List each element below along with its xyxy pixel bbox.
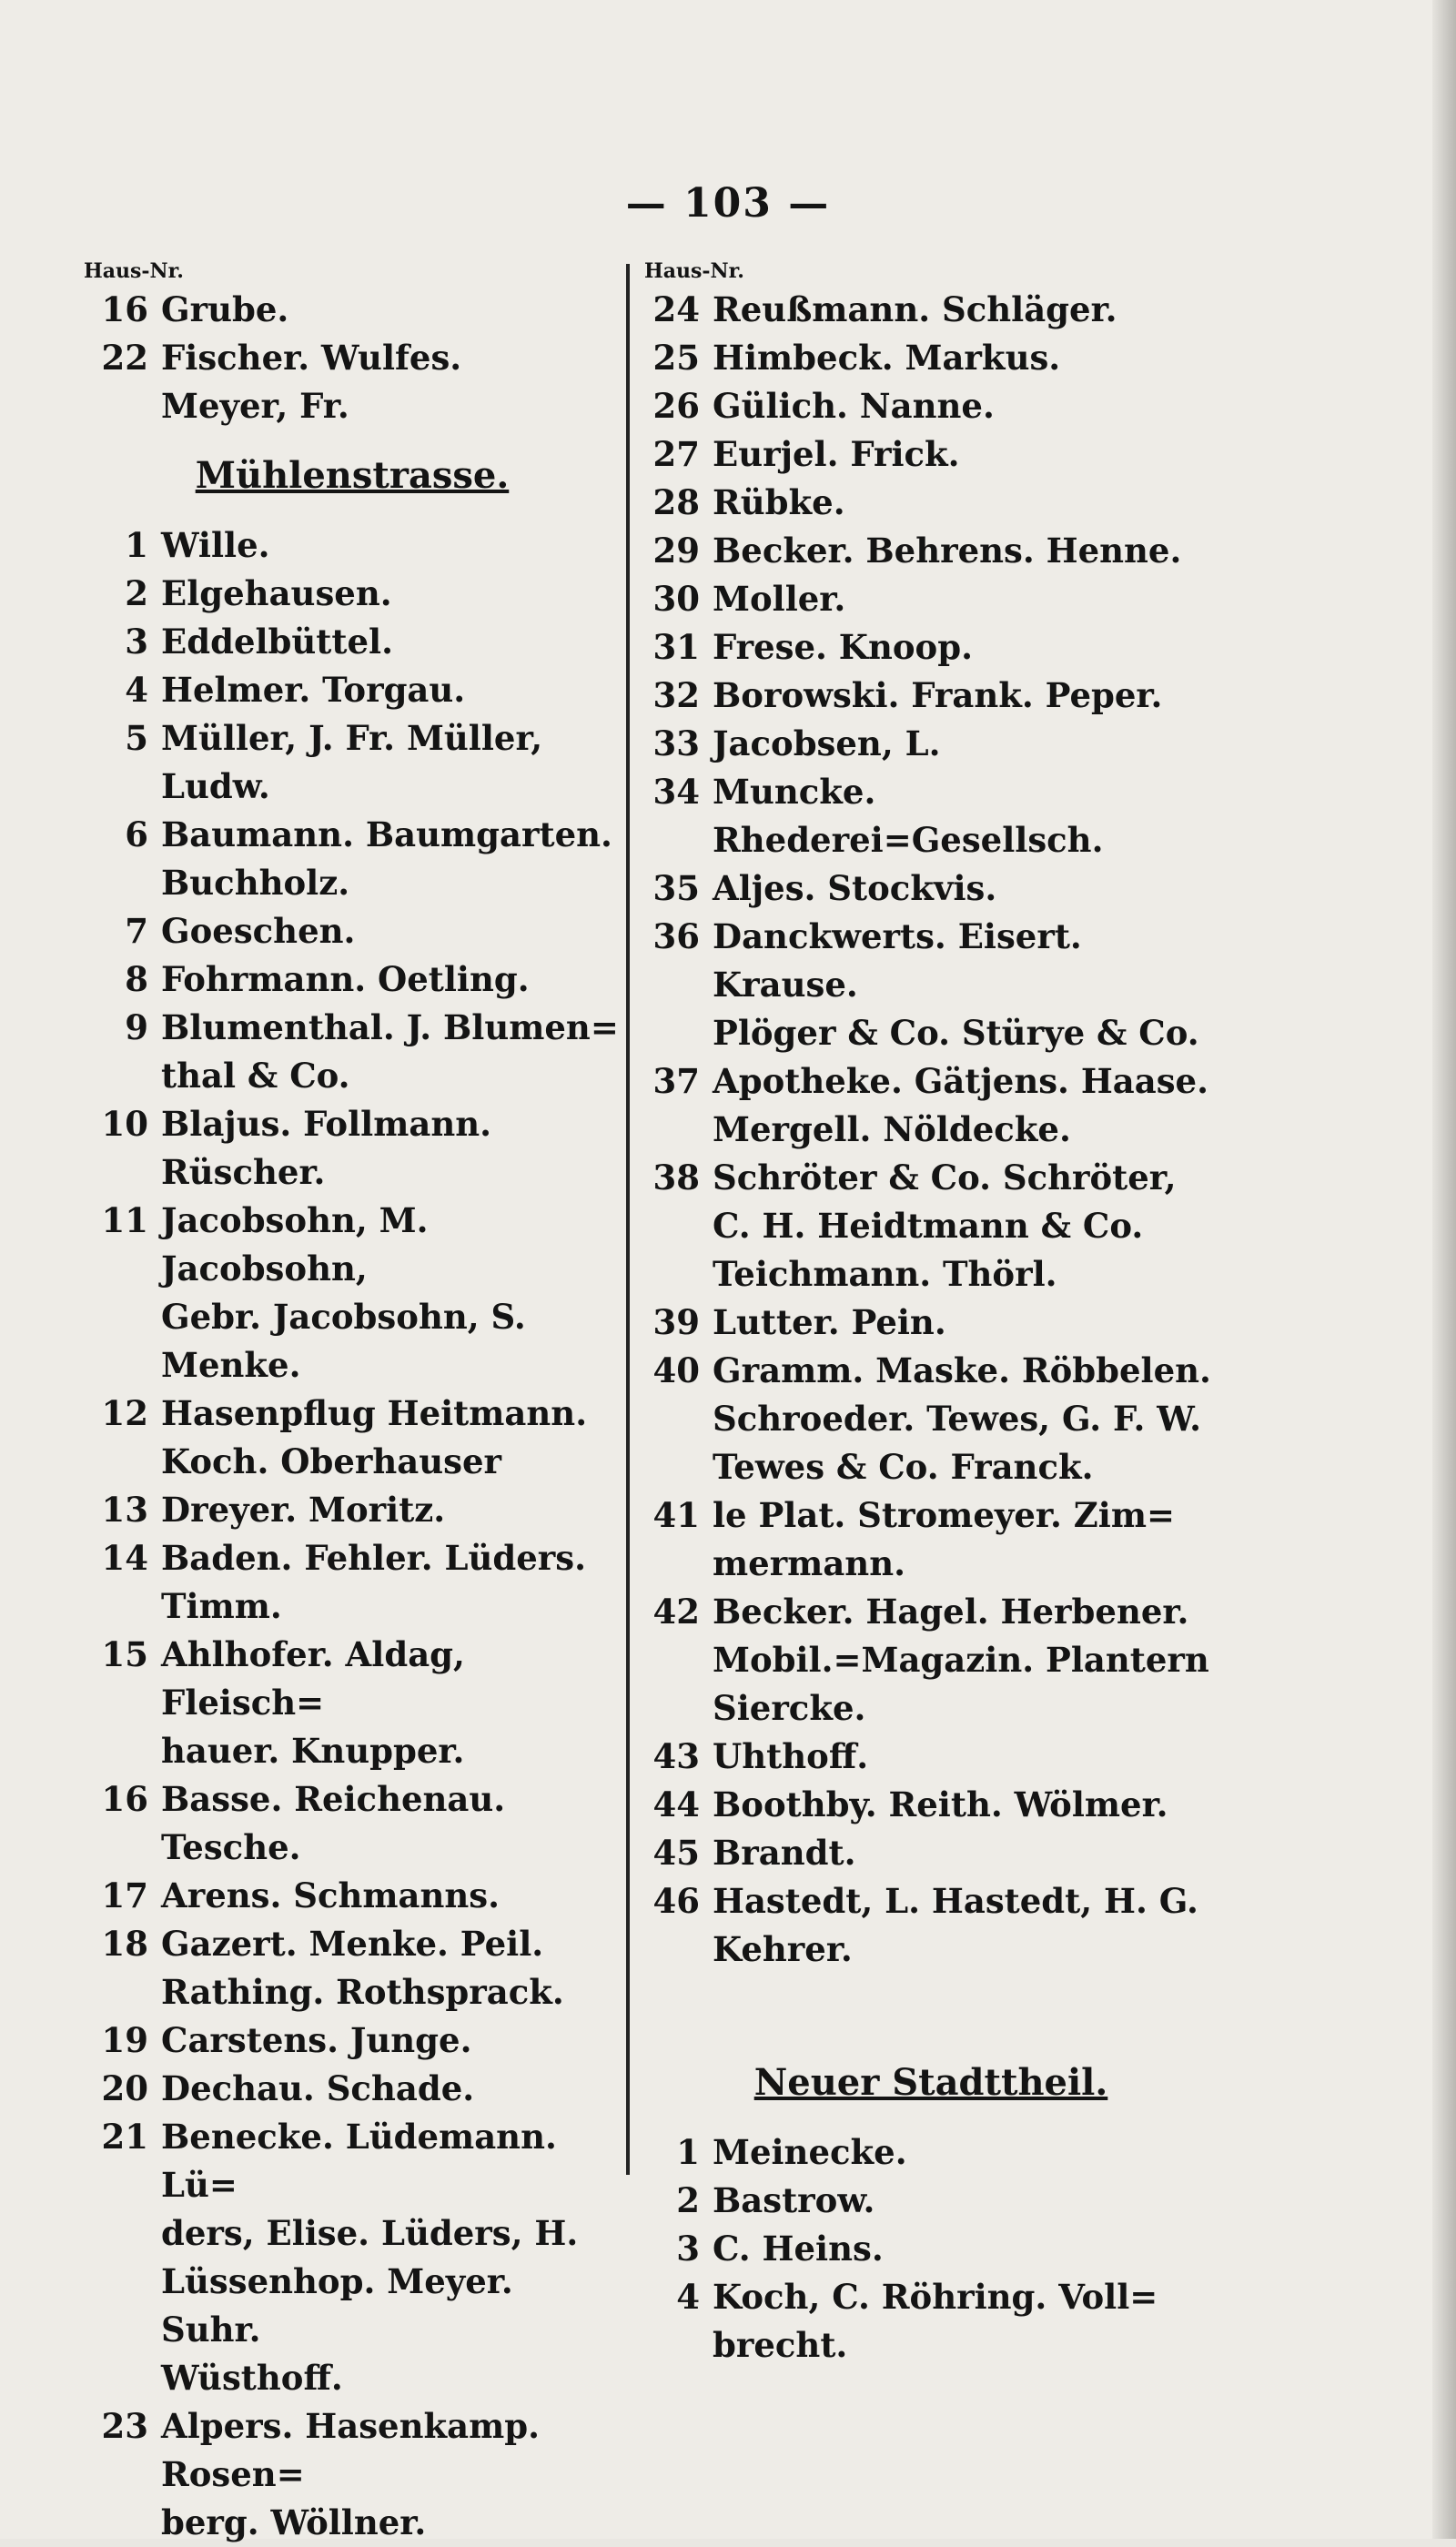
occupant-names	[713, 382, 1218, 430]
house-number: 46	[652, 1881, 700, 1921]
occupant-names	[713, 334, 1218, 382]
occupant-names	[161, 666, 621, 714]
occupant-line: le Plat. Stromeyer. Zim=	[713, 1495, 1175, 1535]
occupant-line: Arens. Schmanns.	[161, 1875, 500, 1915]
occupant-names	[713, 527, 1218, 575]
house-number: 14	[101, 1538, 148, 1578]
occupant-line: Siercke.	[713, 1688, 866, 1728]
house-number: 7	[125, 911, 148, 951]
occupant-line: Eddelbüttel.	[161, 622, 393, 662]
directory-entry	[84, 1197, 621, 1390]
occupant-line: Moller.	[713, 579, 846, 619]
house-number: 13	[101, 1490, 148, 1530]
house-number: 42	[652, 1592, 700, 1632]
occupant-names	[713, 1733, 1218, 1781]
directory-entry	[644, 768, 1218, 864]
house-number: 40	[652, 1350, 700, 1390]
occupant-line: Gülich. Nanne.	[713, 386, 995, 426]
occupant-line: Bastrow.	[713, 2180, 875, 2220]
directory-entry	[644, 1588, 1218, 1733]
directory-entry	[84, 1004, 621, 1100]
house-number: 16	[101, 289, 148, 329]
house-number: 20	[101, 2068, 148, 2108]
right-entries-bottom	[644, 2128, 1218, 2370]
occupant-line: Hastedt, L. Hastedt, H. G.	[713, 1881, 1198, 1921]
occupant-names	[161, 714, 621, 811]
occupant-line: Fischer. Wulfes.	[161, 338, 462, 378]
occupant-line: Blumenthal. J. Blumen=	[161, 1007, 619, 1047]
house-number: 3	[676, 2229, 700, 2269]
directory-entry	[84, 1390, 621, 1486]
occupant-line: Gazert. Menke. Peil.	[161, 1924, 544, 1964]
occupant-line: Blajus. Follmann. Rüscher.	[161, 1104, 492, 1192]
occupant-names	[161, 1004, 621, 1100]
occupant-names	[161, 2016, 621, 2065]
occupant-names	[713, 720, 1218, 768]
section-gap	[644, 1974, 1218, 2037]
occupant-names	[161, 907, 621, 955]
directory-entry	[84, 1534, 621, 1631]
house-number: 8	[125, 959, 148, 999]
occupant-names	[713, 430, 1218, 479]
directory-entry	[644, 1829, 1218, 1877]
directory-entry	[644, 1733, 1218, 1781]
directory-entry	[644, 672, 1218, 720]
house-number: 11	[101, 1200, 148, 1240]
house-number: 27	[652, 434, 700, 474]
house-number: 3	[125, 622, 148, 662]
house-number: 34	[652, 772, 700, 812]
occupant-line: Carstens. Junge.	[161, 2020, 472, 2060]
occupant-names	[713, 1829, 1218, 1877]
occupant-line: Menke.	[161, 1345, 301, 1385]
occupant-names	[161, 1486, 621, 1534]
occupant-line: Baumann. Baumgarten.	[161, 814, 612, 854]
directory-entry	[84, 2016, 621, 2065]
occupant-line: Alpers. Hasenkamp. Rosen=	[161, 2406, 540, 2494]
house-number: 16	[101, 1779, 148, 1819]
house-number: 22	[101, 338, 148, 378]
occupant-line: Ludw.	[161, 766, 270, 806]
occupant-line: Rathing. Rothsprack.	[161, 1972, 564, 2012]
occupant-names	[161, 1534, 621, 1631]
directory-entry	[644, 430, 1218, 479]
occupant-line: hauer. Knupper.	[161, 1731, 465, 1771]
occupant-line: Jacobsen, L.	[713, 723, 941, 763]
directory-entry	[84, 570, 621, 618]
house-number: 26	[652, 386, 700, 426]
occupant-line: Gebr. Jacobsohn, S.	[161, 1297, 526, 1337]
occupant-names	[161, 1631, 621, 1775]
directory-entry	[644, 1877, 1218, 1974]
occupant-line: Dreyer. Moritz.	[161, 1490, 446, 1530]
occupant-line: Danckwerts. Eisert. Krause.	[713, 916, 1082, 1005]
section-title-neuer-stadttheil: Neuer Stadttheil.	[753, 2061, 1108, 2104]
occupant-line: Müller, J. Fr. Müller,	[161, 718, 543, 758]
occupant-line: Eurjel. Frick.	[713, 434, 960, 474]
occupant-names	[161, 1197, 621, 1390]
house-number: 32	[652, 675, 700, 715]
occupant-line: Koch. Oberhauser	[161, 1441, 501, 1481]
occupant-line: Wüsthoff.	[161, 2358, 343, 2398]
occupant-line: Mobil.=Magazin. Plantern	[713, 1640, 1209, 1680]
house-number: 30	[652, 579, 700, 619]
occupant-line: Goeschen.	[161, 911, 356, 951]
house-number: 24	[652, 289, 700, 329]
occupant-line: Fohrmann. Oetling.	[161, 959, 530, 999]
occupant-line: Himbeck. Markus.	[713, 338, 1061, 378]
occupant-line: Benecke. Lüdemann. Lü=	[161, 2117, 557, 2205]
occupant-names	[161, 811, 621, 907]
occupant-names	[713, 1588, 1218, 1733]
occupant-line: Borowski. Frank. Peper.	[713, 675, 1163, 715]
directory-entry	[644, 1491, 1218, 1588]
occupant-line: Meyer, Fr.	[161, 386, 349, 426]
directory-entry	[644, 1154, 1218, 1299]
directory-entry	[84, 1631, 621, 1775]
occupant-line: Lüssenhop. Meyer. Suhr.	[161, 2261, 513, 2350]
occupant-line: Brandt.	[713, 1833, 856, 1873]
occupant-line: Meinecke.	[713, 2132, 907, 2172]
directory-entry	[84, 1486, 621, 1534]
house-number: 23	[101, 2406, 148, 2446]
occupant-names	[713, 768, 1218, 864]
directory-entry	[84, 811, 621, 907]
occupant-line: Ahlhofer. Aldag, Fleisch=	[161, 1634, 465, 1723]
occupant-line: Tewes & Co. Franck.	[713, 1447, 1094, 1487]
left-column-header: Haus-Nr.	[84, 259, 184, 283]
occupant-names	[713, 2273, 1218, 2370]
occupant-names	[161, 2113, 621, 2402]
occupant-names	[713, 2225, 1218, 2273]
directory-entry	[84, 2402, 621, 2547]
occupant-names	[161, 521, 621, 570]
occupant-names	[713, 286, 1218, 334]
right-entries	[644, 286, 1218, 1974]
occupant-names	[161, 1100, 621, 1197]
house-number: 35	[652, 868, 700, 908]
directory-entry	[644, 382, 1218, 430]
house-number: 25	[652, 338, 700, 378]
directory-entry	[644, 2177, 1218, 2225]
house-number: 17	[101, 1875, 148, 1915]
occupant-line: C. H. Heidtmann & Co.	[713, 1206, 1144, 1246]
occupant-names	[713, 1154, 1218, 1299]
occupant-names	[713, 672, 1218, 720]
occupant-names	[713, 479, 1218, 527]
occupant-names	[713, 2128, 1218, 2177]
occupant-names	[161, 1872, 621, 1920]
house-number: 1	[676, 2132, 700, 2172]
occupant-names	[713, 913, 1218, 1057]
occupant-names	[713, 623, 1218, 672]
occupant-names	[713, 2177, 1218, 2225]
left-entries	[84, 521, 621, 2547]
occupant-line: Timm.	[161, 1586, 282, 1626]
occupant-names	[713, 1057, 1218, 1154]
house-number: 45	[652, 1833, 700, 1873]
directory-entry	[84, 618, 621, 666]
house-number: 18	[101, 1924, 148, 1964]
directory-entry	[644, 864, 1218, 913]
page-number: — 103 —	[625, 180, 831, 227]
directory-entry	[644, 1347, 1218, 1491]
directory-entry	[644, 2128, 1218, 2177]
directory-entry	[84, 1100, 621, 1197]
right-column-header: Haus-Nr.	[644, 259, 744, 283]
house-number: 29	[652, 531, 700, 571]
directory-entry	[84, 1920, 621, 2016]
occupant-line: Wille.	[161, 525, 270, 565]
occupant-line: Rübke.	[713, 482, 845, 522]
occupant-line: Gramm. Maske. Röbbelen.	[713, 1350, 1211, 1390]
occupant-line: Aljes. Stockvis.	[713, 868, 997, 908]
house-number: 9	[125, 1007, 148, 1047]
occupant-line: Boothby. Reith. Wölmer.	[713, 1784, 1168, 1824]
page-edge-shadow	[1432, 0, 1456, 2539]
directory-entry	[84, 1775, 621, 1872]
house-number: 4	[125, 670, 148, 710]
occupant-line: ders, Elise. Lüders, H.	[161, 2213, 579, 2253]
house-number: 38	[652, 1157, 700, 1198]
occupant-names	[713, 1877, 1218, 1974]
house-number: 28	[652, 482, 700, 522]
house-number: 10	[101, 1104, 148, 1144]
house-number: 19	[101, 2020, 148, 2060]
house-number: 1	[125, 525, 148, 565]
occupant-line: brecht.	[713, 2325, 848, 2365]
occupant-line: C. Heins.	[713, 2229, 884, 2269]
occupant-line: Teichmann. Thörl.	[713, 1254, 1057, 1294]
occupant-names	[713, 864, 1218, 913]
occupant-names	[161, 1390, 621, 1486]
house-number: 43	[652, 1736, 700, 1776]
occupant-line: Schroeder. Tewes, G. F. W.	[713, 1399, 1201, 1439]
house-number: 6	[125, 814, 148, 854]
directory-entry	[644, 623, 1218, 672]
occupant-line: Helmer. Torgau.	[161, 670, 466, 710]
occupant-names	[161, 618, 621, 666]
occupant-line: Elgehausen.	[161, 573, 392, 613]
occupant-line: Baden. Fehler. Lüders.	[161, 1538, 586, 1578]
occupant-line: Koch, C. Röhring. Voll=	[713, 2277, 1158, 2317]
occupant-names	[161, 286, 621, 334]
occupant-line: Reußmann. Schläger.	[713, 289, 1117, 329]
occupant-line: thal & Co.	[161, 1056, 350, 1096]
occupant-names	[713, 1347, 1218, 1491]
house-number: 2	[125, 573, 148, 613]
house-number: 37	[652, 1061, 700, 1101]
occupant-names	[161, 2065, 621, 2113]
occupant-names	[161, 1775, 621, 1872]
occupant-line: Apotheke. Gätjens. Haase.	[713, 1061, 1208, 1101]
house-number: 15	[101, 1634, 148, 1674]
occupant-names	[161, 1920, 621, 2016]
occupant-names	[161, 2402, 621, 2547]
occupant-line: Grube.	[161, 289, 289, 329]
occupant-names	[713, 1299, 1218, 1347]
occupant-names	[713, 1491, 1218, 1588]
directory-entry	[84, 2065, 621, 2113]
column-divider	[626, 264, 630, 2175]
house-number: 12	[101, 1393, 148, 1433]
house-number: 44	[652, 1784, 700, 1824]
directory-entry	[644, 286, 1218, 334]
directory-entry	[644, 575, 1218, 623]
directory-entry	[84, 955, 621, 1004]
occupant-line: Jacobsohn, M. Jacobsohn,	[161, 1200, 429, 1289]
house-number: 2	[676, 2180, 700, 2220]
directory-entry	[644, 2273, 1218, 2370]
occupant-line: berg. Wöllner.	[161, 2502, 427, 2542]
occupant-line: mermann.	[713, 1543, 905, 1583]
directory-entry	[84, 2113, 621, 2402]
directory-entry	[644, 913, 1218, 1057]
occupant-names	[713, 1781, 1218, 1829]
directory-entry	[644, 334, 1218, 382]
occupant-names	[713, 575, 1218, 623]
house-number: 21	[101, 2117, 148, 2157]
house-number: 5	[125, 718, 148, 758]
occupant-line: Buchholz.	[161, 863, 350, 903]
directory-entry	[84, 714, 621, 811]
occupant-line: Uhthoff.	[713, 1736, 869, 1776]
directory-entry	[644, 720, 1218, 768]
occupant-line: Lutter. Pein.	[713, 1302, 946, 1342]
directory-entry	[644, 479, 1218, 527]
directory-entry	[644, 527, 1218, 575]
house-number: 4	[676, 2277, 700, 2317]
occupant-names	[161, 570, 621, 618]
directory-entry	[644, 1299, 1218, 1347]
directory-entry	[84, 521, 621, 570]
house-number: 39	[652, 1302, 700, 1342]
directory-entry	[84, 334, 621, 430]
occupant-line: Plöger & Co. Stürye & Co.	[713, 1013, 1199, 1053]
occupant-line: Basse. Reichenau. Tesche.	[161, 1779, 506, 1867]
left-entries-top	[84, 286, 621, 430]
left-column	[84, 257, 621, 2547]
occupant-line: Frese. Knoop.	[713, 627, 973, 667]
occupant-line: Mergell. Nöldecke.	[713, 1109, 1071, 1149]
occupant-line: Becker. Behrens. Henne.	[713, 531, 1182, 571]
directory-entry	[84, 286, 621, 334]
directory-entry	[644, 1057, 1218, 1154]
occupant-names	[161, 955, 621, 1004]
occupant-line: Schröter & Co. Schröter,	[713, 1157, 1177, 1198]
right-column	[644, 257, 1218, 2370]
house-number: 41	[652, 1495, 700, 1535]
directory-entry	[644, 2225, 1218, 2273]
occupant-line: Dechau. Schade.	[161, 2068, 475, 2108]
directory-entry	[84, 1872, 621, 1920]
directory-entry	[84, 907, 621, 955]
occupant-line: Muncke. Rhederei=Gesellsch.	[713, 772, 1104, 860]
directory-entry	[644, 1781, 1218, 1829]
occupant-line: Hasenpflug Heitmann.	[161, 1393, 588, 1433]
house-number: 33	[652, 723, 700, 763]
occupant-line: Becker. Hagel. Herbener.	[713, 1592, 1189, 1632]
occupant-names	[161, 334, 621, 430]
directory-entry	[84, 666, 621, 714]
house-number: 36	[652, 916, 700, 956]
house-number: 31	[652, 627, 700, 667]
occupant-line: Kehrer.	[713, 1929, 853, 1969]
section-title-muehlenstrasse: Mühlenstrasse.	[195, 454, 510, 497]
